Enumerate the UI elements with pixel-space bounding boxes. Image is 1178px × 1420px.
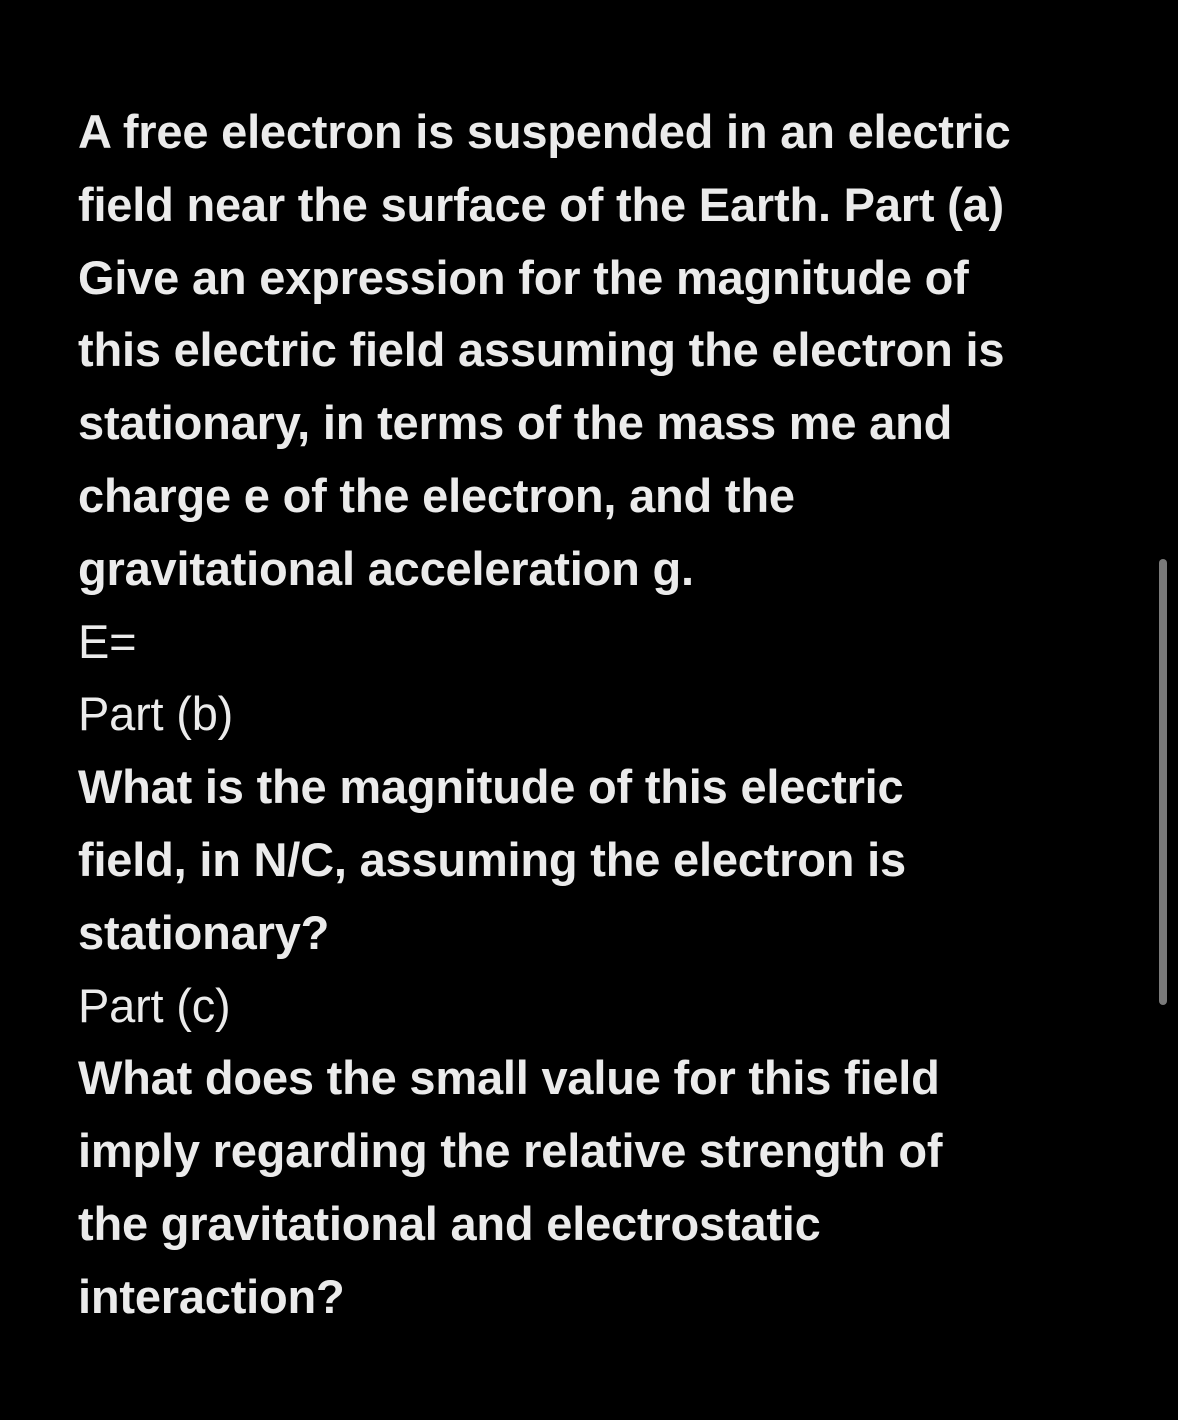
answer-label: E=	[78, 614, 137, 668]
text-line: imply regarding the relative strength of	[78, 1124, 943, 1178]
question-text	[78, 96, 1118, 1334]
text-line: the gravitational and electrostatic	[78, 1196, 821, 1250]
text-line: stationary?	[78, 905, 330, 959]
text-line: stationary, in terms of the mass me and	[78, 396, 953, 450]
text-line: gravitational acceleration g.	[78, 541, 694, 595]
text-line: A free electron is suspended in an electric	[78, 105, 1011, 158]
scrollbar[interactable]	[1159, 559, 1167, 1005]
part-heading: Part (c)	[78, 978, 231, 1032]
text-line: Give an expression for the magnitude of	[78, 250, 969, 304]
part-heading: Part (b)	[78, 687, 234, 741]
text-line: field near the surface of the Earth. Part (a)	[78, 177, 1004, 231]
text-line: field, in N/C, assuming the electron is	[78, 832, 906, 886]
text-line: this electric field assuming the electron is	[78, 323, 1005, 377]
text-line: charge e of the electron, and the	[78, 468, 795, 522]
text-line: What does the small value for this field	[78, 1051, 940, 1105]
text-line: interaction?	[78, 1269, 345, 1323]
text-line: What is the magnitude of this electric	[78, 760, 904, 814]
